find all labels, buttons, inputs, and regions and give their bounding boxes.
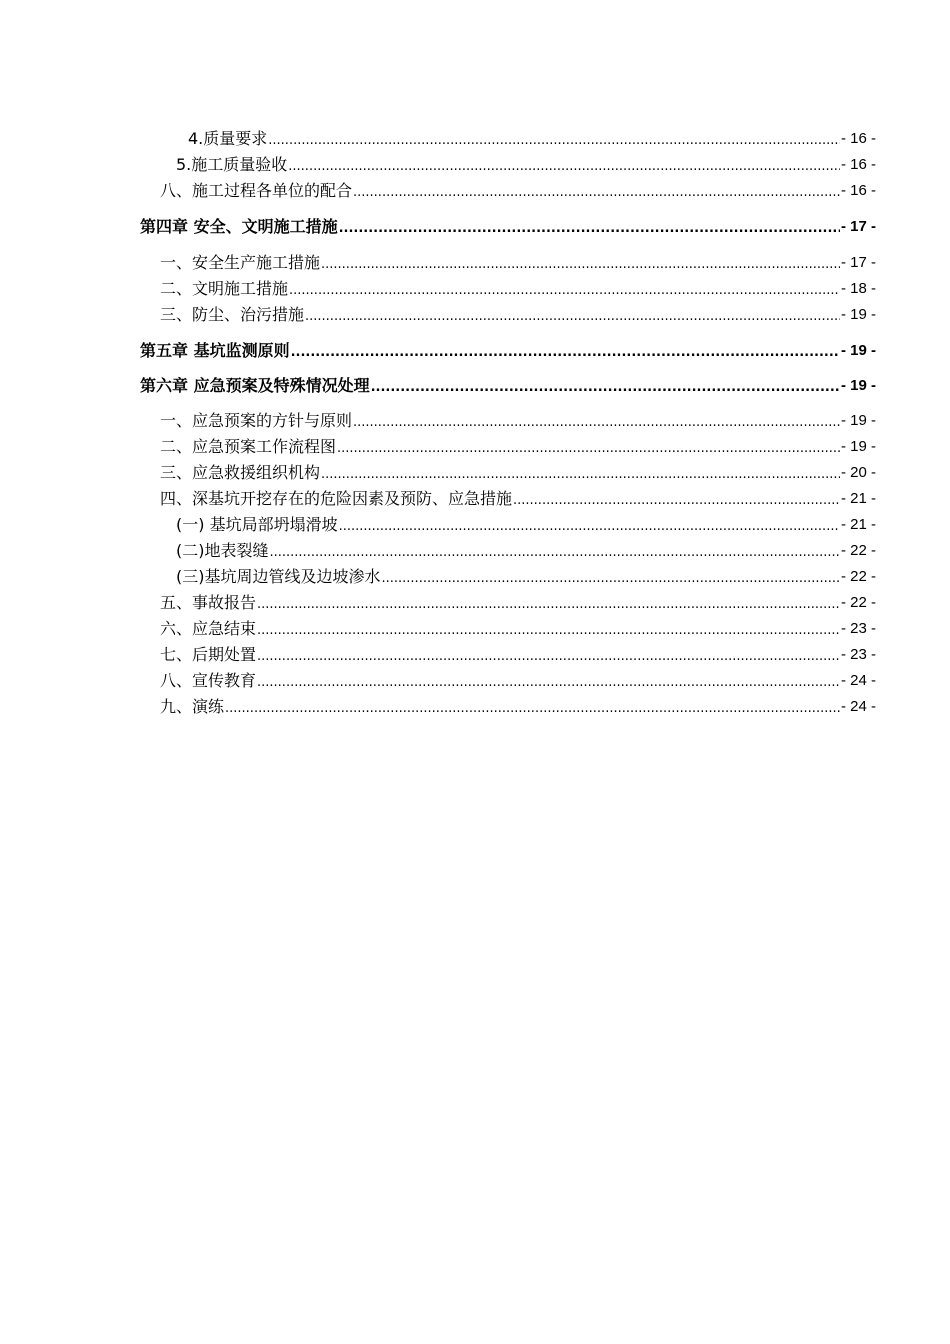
toc-entry-page: - 22 - [840, 594, 876, 611]
toc-entry-label: 二、文明施工措施 [160, 279, 289, 298]
toc-entry[interactable] [140, 566, 876, 588]
toc-entry-page: - 19 - [840, 412, 876, 429]
toc-chapter-entry[interactable] [140, 340, 876, 362]
toc-entry-label: (一) 基坑局部坍塌滑坡 [176, 515, 338, 534]
toc-entry-page: - 21 - [840, 490, 876, 507]
toc-entry[interactable] [140, 488, 876, 510]
toc-entry-label: 第五章 基坑监测原则 [140, 341, 290, 360]
toc-entry-label: 第六章 应急预案及特殊情况处理 [140, 376, 370, 395]
toc-leader-dots [336, 436, 840, 458]
toc-leader-dots [370, 375, 840, 397]
toc-entry-page: - 20 - [840, 464, 876, 481]
toc-leader-dots [256, 618, 840, 640]
toc-entry-page: - 22 - [840, 542, 876, 559]
toc-entry-page: - 19 - [840, 342, 876, 359]
toc-entry-page: - 24 - [840, 698, 876, 715]
toc-leader-dots [269, 540, 840, 562]
toc-entry-label: 4.质量要求 [188, 129, 268, 148]
toc-entry-label: 六、应急结束 [160, 619, 257, 638]
toc-entry-label: 五、事故报告 [160, 593, 257, 612]
toc-entry-page: - 17 - [840, 218, 876, 235]
toc-leader-dots [381, 566, 840, 588]
toc-entry[interactable] [140, 436, 876, 458]
toc-entry-page: - 19 - [840, 377, 876, 394]
toc-entry-page: - 16 - [840, 130, 876, 147]
toc-entry[interactable] [140, 670, 876, 692]
toc-entry[interactable] [140, 154, 876, 176]
toc-entry[interactable] [140, 592, 876, 614]
toc-entry[interactable] [140, 252, 876, 274]
toc-entry-label: 三、防尘、治污措施 [160, 305, 305, 324]
toc-leader-dots [288, 278, 840, 300]
toc-entry-label: 一、安全生产施工措施 [160, 253, 321, 272]
toc-leader-dots [320, 252, 840, 274]
toc-entry-page: - 19 - [840, 306, 876, 323]
toc-leader-dots [512, 488, 840, 510]
toc-entry-page: - 16 - [840, 182, 876, 199]
toc-entry-label: 一、应急预案的方针与原则 [160, 411, 353, 430]
toc-entry-label: 七、后期处置 [160, 645, 257, 664]
toc-leader-dots [256, 644, 840, 666]
toc-entry-page: - 23 - [840, 646, 876, 663]
toc-entry-label: 二、应急预案工作流程图 [160, 437, 337, 456]
toc-entry-label: (二)地表裂缝 [176, 541, 269, 560]
toc-entry[interactable] [140, 514, 876, 536]
toc-entry[interactable] [140, 462, 876, 484]
toc-entry[interactable] [140, 696, 876, 718]
toc-entry[interactable] [140, 304, 876, 326]
toc-entry-label: 四、深基坑开挖存在的危险因素及预防、应急措施 [160, 489, 513, 508]
toc-entry[interactable] [140, 180, 876, 202]
toc-leader-dots [338, 514, 840, 536]
toc-leader-dots [256, 592, 840, 614]
toc-entry[interactable] [140, 128, 876, 150]
toc-leader-dots [287, 154, 840, 176]
toc-entry-page: - 18 - [840, 280, 876, 297]
toc-leader-dots [256, 670, 840, 692]
toc-entry-page: - 23 - [840, 620, 876, 637]
toc-entry-page: - 22 - [840, 568, 876, 585]
toc-entry-page: - 17 - [840, 254, 876, 271]
toc-leader-dots [352, 410, 840, 432]
toc-leader-dots [304, 304, 840, 326]
toc-leader-dots [290, 340, 840, 362]
toc-leader-dots [320, 462, 840, 484]
toc-leader-dots [267, 128, 840, 150]
toc-entry-page: - 24 - [840, 672, 876, 689]
toc-entry-label: 三、应急救援组织机构 [160, 463, 321, 482]
toc-entry-label: 5.施工质量验收 [176, 155, 288, 174]
toc-entry[interactable] [140, 540, 876, 562]
toc-entry-page: - 16 - [840, 156, 876, 173]
toc-entry[interactable] [140, 410, 876, 432]
toc-entry-label: 第四章 安全、文明施工措施 [140, 217, 338, 236]
toc-entry[interactable] [140, 278, 876, 300]
toc-entry-label: 八、宣传教育 [160, 671, 257, 690]
toc-entry[interactable] [140, 618, 876, 640]
toc-entry-page: - 21 - [840, 516, 876, 533]
toc-entry-label: 九、演练 [160, 697, 225, 716]
toc-chapter-entry[interactable] [140, 216, 876, 238]
toc-leader-dots [224, 696, 840, 718]
toc-entry[interactable] [140, 644, 876, 666]
toc-entry-label: (三)基坑周边管线及边坡渗水 [176, 567, 381, 586]
toc-leader-dots [352, 180, 840, 202]
toc-entry-page: - 19 - [840, 438, 876, 455]
toc-entry-label: 八、施工过程各单位的配合 [160, 181, 353, 200]
toc-leader-dots [338, 216, 840, 238]
toc-chapter-entry[interactable] [140, 375, 876, 397]
